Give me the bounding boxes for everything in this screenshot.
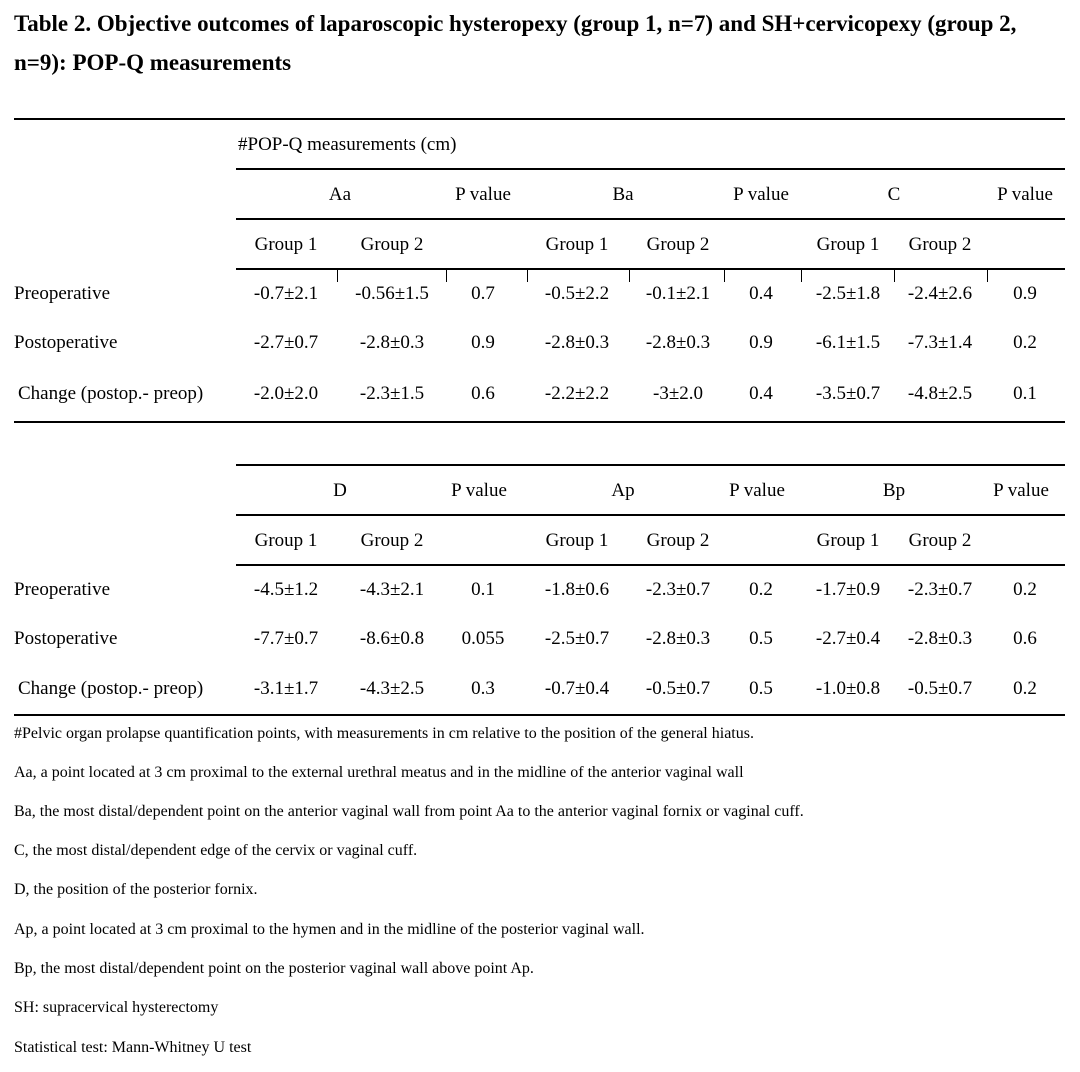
table-cell: 0.2: [1013, 678, 1037, 699]
table-cell: 0.7: [471, 283, 495, 304]
table-cell: -0.7±0.4: [544, 678, 610, 699]
table-cell: -3±2.0: [652, 383, 704, 404]
pvalue-header: P value: [997, 184, 1053, 205]
table-cell: 0.5: [749, 678, 773, 699]
pvalue-header: P value: [455, 184, 511, 205]
table-cell: -8.6±0.8: [359, 628, 425, 649]
footnote: SH: supracervical hysterectomy: [14, 999, 219, 1016]
table-cell: -0.5±0.7: [907, 678, 973, 699]
footnote: Ap, a point located at 3 cm proximal to the hymen and in the midline of the posterior vaginal wall.: [14, 921, 645, 938]
footnote: Statistical test: Mann-Whitney U test: [14, 1039, 252, 1056]
row-label: Change (postop.- preop): [18, 383, 204, 404]
group1-header: Group 1: [545, 234, 609, 255]
group2-header: Group 2: [908, 530, 972, 551]
footnote: Ba, the most distal/dependent point on the anterior vaginal wall from point Aa to the anterior vaginal fornix or vaginal cuff.: [14, 803, 804, 820]
table-cell: -1.7±0.9: [815, 579, 881, 600]
table-title: Table 2. Objective outcomes of laparoscopic hysteropexy (group 1, n=7) and SH+cervicopexy (group 2, n=9): POP-Q measurements: [14, 11, 1017, 75]
table-cell: -6.1±1.5: [815, 332, 881, 353]
group-header-rule: [236, 564, 1065, 566]
group-header-rule: [236, 268, 1065, 270]
table-cell: 0.1: [1013, 383, 1037, 404]
row-label: Change (postop.- preop): [18, 678, 204, 699]
table-cell: -7.7±0.7: [253, 628, 319, 649]
group2-header: Group 2: [360, 234, 424, 255]
table-cell: -0.5±2.2: [544, 283, 610, 304]
column-separator: [987, 268, 988, 282]
group1-header: Group 1: [254, 530, 318, 551]
pvalue-header: P value: [993, 480, 1049, 501]
table-cell: -0.1±2.1: [645, 283, 711, 304]
table-cell: -2.5±0.7: [544, 628, 610, 649]
table-cell: 0.055: [461, 628, 505, 649]
column-separator: [894, 268, 895, 282]
table-cell: -0.5±0.7: [645, 678, 711, 699]
table-cell: 0.2: [1013, 579, 1037, 600]
top-block-bottom-rule: [14, 421, 1065, 423]
table-cell: 0.6: [471, 383, 495, 404]
super-header-rule: [236, 168, 1065, 170]
table-cell: -4.3±2.5: [359, 678, 425, 699]
table-cell: -2.8±0.3: [645, 332, 711, 353]
table-cell: -2.0±2.0: [253, 383, 319, 404]
table-cell: 0.4: [749, 283, 773, 304]
table-cell: -3.1±1.7: [253, 678, 319, 699]
pvalue-header: P value: [451, 480, 507, 501]
table-cell: -2.2±2.2: [544, 383, 610, 404]
table-cell: -0.7±2.1: [253, 283, 319, 304]
table-cell: -4.8±2.5: [907, 383, 973, 404]
table-cell: 0.5: [749, 628, 773, 649]
table-cell: 0.1: [471, 579, 495, 600]
table-cell: -2.4±2.6: [907, 283, 973, 304]
group1-header: Group 1: [545, 530, 609, 551]
table-cell: -2.7±0.7: [253, 332, 319, 353]
group1-header: Group 1: [816, 530, 880, 551]
table-cell: -1.8±0.6: [544, 579, 610, 600]
table-cell: -0.56±1.5: [355, 283, 429, 304]
group2-header: Group 2: [646, 530, 710, 551]
pvalue-header: P value: [729, 480, 785, 501]
table-cell: 0.9: [749, 332, 773, 353]
footnote: Bp, the most distal/dependent point on the posterior vaginal wall above point Ap.: [14, 960, 534, 977]
table-cell: -4.5±1.2: [253, 579, 319, 600]
column-separator: [446, 268, 447, 282]
measure-header-ap: Ap: [611, 480, 635, 501]
table-cell: 0.2: [1013, 332, 1037, 353]
footnote: D, the position of the posterior fornix.: [14, 881, 258, 898]
row-label: Postoperative: [14, 332, 118, 353]
table-cell: 0.4: [749, 383, 773, 404]
bottom-block-top-rule: [236, 464, 1065, 466]
table-cell: 0.2: [749, 579, 773, 600]
group2-header: Group 2: [360, 530, 424, 551]
table-cell: 0.9: [471, 332, 495, 353]
table-cell: -2.3±1.5: [359, 383, 425, 404]
table-cell: -2.7±0.4: [815, 628, 881, 649]
group1-header: Group 1: [816, 234, 880, 255]
table-cell: -2.8±0.3: [544, 332, 610, 353]
row-label: Preoperative: [14, 283, 111, 304]
table-cell: -7.3±1.4: [907, 332, 973, 353]
column-separator: [527, 268, 528, 282]
table-cell: -4.3±2.1: [359, 579, 425, 600]
table-cell: 0.9: [1013, 283, 1037, 304]
measure-header-ba: Ba: [612, 184, 634, 205]
table-cell: -2.8±0.3: [359, 332, 425, 353]
measure-header-aa: Aa: [328, 184, 352, 205]
column-separator: [629, 268, 630, 282]
footnote: Aa, a point located at 3 cm proximal to the external urethral meatus and in the midline of the anterior vaginal wall: [14, 764, 744, 781]
table-cell: -2.3±0.7: [907, 579, 973, 600]
row-label: Preoperative: [14, 579, 111, 600]
table-cell: -2.8±0.3: [907, 628, 973, 649]
measure-header-rule: [236, 514, 1065, 516]
column-separator: [801, 268, 802, 282]
measure-header-rule: [236, 218, 1065, 220]
group2-header: Group 2: [646, 234, 710, 255]
footnote: C, the most distal/dependent edge of the cervix or vaginal cuff.: [14, 842, 418, 859]
table-cell: 0.6: [1013, 628, 1037, 649]
table-cell: -2.3±0.7: [645, 579, 711, 600]
table-cell: -2.8±0.3: [645, 628, 711, 649]
measure-header-bp: Bp: [882, 480, 906, 501]
top-rule: [14, 118, 1065, 120]
super-header: #POP-Q measurements (cm): [238, 134, 457, 155]
bottom-block-bottom-rule: [14, 714, 1065, 716]
measure-header-d: D: [333, 480, 347, 501]
row-label: Postoperative: [14, 628, 118, 649]
column-separator: [724, 268, 725, 282]
footnote: #Pelvic organ prolapse quantification points, with measurements in cm relative to the position of the general hiatus.: [14, 725, 754, 742]
table-cell: -2.5±1.8: [815, 283, 881, 304]
group1-header: Group 1: [254, 234, 318, 255]
table-cell: 0.3: [471, 678, 495, 699]
table-cell: -1.0±0.8: [815, 678, 881, 699]
table-cell: -3.5±0.7: [815, 383, 881, 404]
group2-header: Group 2: [908, 234, 972, 255]
pvalue-header: P value: [733, 184, 789, 205]
measure-header-c: C: [887, 184, 901, 205]
column-separator: [337, 268, 338, 282]
